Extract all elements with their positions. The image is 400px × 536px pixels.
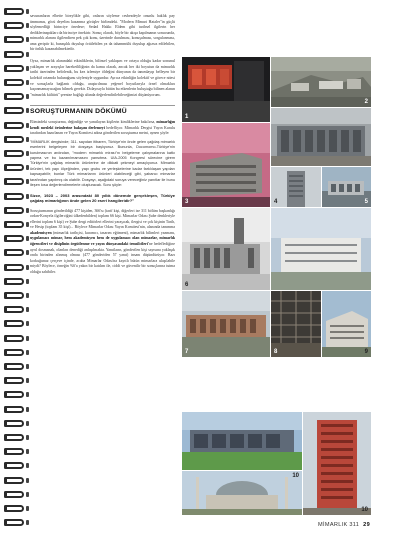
photo-building-5 [322, 167, 371, 207]
binding-ring [4, 377, 24, 384]
binding-ring [4, 434, 24, 441]
photo-number: 1 [185, 114, 189, 120]
photo-building-3 [271, 108, 371, 166]
photo-tower [271, 167, 321, 207]
photo-building-9 [322, 291, 371, 357]
photo-bw-building [182, 208, 270, 290]
binding-ring [4, 164, 24, 171]
binding-ring [4, 462, 24, 469]
binding-ring [4, 51, 24, 58]
binding-ring [4, 320, 24, 327]
binding-ring [4, 249, 24, 256]
photo-number: 6 [185, 282, 189, 288]
binding-ring [4, 178, 24, 185]
binding-ring [4, 505, 24, 512]
photo-museum [182, 412, 302, 470]
survey-quote: "MİMARLIK dergisinde; 311. sayıdan itibaren, Türkiye'nin önde gelen çağdaş mimarlık eserlerini belgeleyen bir dosyaya başlıyoruz. Bununla, Docomomo-Türkiye'nin kurulmasının ardından, "modern mimarlık mirası"nı belgeleme çalışmalarına katkı yapma ve bu kazanılmamasını yansıtma. UIA-2005 Kongresi sürecine girem Türkiye'nin çağdaş mimarlık ürünlerine de dikkati çekmeyi amaçlıyoruz. Mimarlık ürünleri, tek yapı ölçeğinden, yapı grubu ve yerleşkelerine kadar farklılaşan yapıları kapsayabilir; bunlar Türk mimarlarını ürünleri olabileceği gibi, yabancı mimarlar tarafından yapılmış da olabilir. Dosyayı, aşağıdaki soruya vereceğiniz yanıtlar ile bunu ileşen kısa değerlendirmelerle oluşturacak. Soru şöyle: [30, 139, 175, 188]
binding-ring [4, 448, 24, 455]
photo-number: 3 [185, 199, 189, 205]
magazine-name: MİMARLIK 311 [318, 522, 360, 528]
page-number: 29 [363, 522, 370, 528]
photo-building-2 [182, 123, 270, 207]
photo-number: 9 [364, 349, 368, 355]
article-paragraph: Soruşturmanın gönderildiği 477 kişiden, 366'sı (tarif kişi, diğerleri ise 311 bölüm başkanlığı ordan-Konyela ilgilerciğini ülkedenbilden) toplam 66 kişi. Mimarlar Odası Şube denkleriyle ellerini toplam 6 kişi) ve Şube dergi editörleri ellerini yaraşıcak, ilergisi ve çok kişinin Tarih, ve Hesip (toplam 35 kişi)... Böylece Mimarlar Odası Yayın Komitesi'nin, alanında tanımma akademisyen (mimarlık tarihçisi, kuramcı, tasarım eğitmeni), mimarlık bilimleri yazmanı, uygulamacı mimar, hem akademisyen hem de uygulamacı olan mimarlar, mimarlık öğrencileri ve disiplinin örgütlenme ve yayın dünyasındaki temsilcileri'ne hedeflediğine ayrıl dosmanak, olanları denediği anlaşılmakta. Yanıtların, gönderilen kişi sayısına yaklaşık onda birinden alınmış olması (477 gönderiden 57 yanıt) insanı düşündürüyor. Bazı korkuğunuz çerçeve içinde, acaba Mimarlar Odası'na kayıtlı bütün mimarlara ulaşılabile miydi? Böylece, örneğin %6'a yakın bir katılım ile, ciddi ve güvenilir bir sonuçlarına tutma olduğu sahibiler. [30, 208, 175, 274]
article-text-column [30, 14, 175, 282]
photo-red-tower [303, 412, 371, 515]
photo-mosque [182, 471, 302, 515]
binding-ring [4, 93, 24, 100]
photo-number: 5 [364, 199, 368, 205]
binding-ring [4, 292, 24, 299]
binding-ring [4, 36, 24, 43]
binding-ring [4, 335, 24, 342]
binding-ring [4, 65, 24, 72]
binding-ring [4, 363, 24, 370]
page-footer [318, 522, 370, 528]
photo-number: 4 [274, 199, 278, 205]
binding-ring [4, 150, 24, 157]
photo-white-building [271, 208, 371, 290]
photo-number: 10 [361, 507, 368, 513]
photo-number: 10 [292, 473, 299, 479]
binding-ring [4, 306, 24, 313]
binding-ring [4, 235, 24, 242]
binding-ring [4, 107, 24, 114]
binding-ring [4, 193, 24, 200]
spiral-binding [0, 0, 26, 536]
binding-ring [4, 491, 24, 498]
binding-ring [4, 420, 24, 427]
binding-ring [4, 22, 24, 29]
binding-ring [4, 278, 24, 285]
binding-ring [4, 349, 24, 356]
binding-ring [4, 136, 24, 143]
section-heading: SORUŞTURMANIN DÖKÜMÜ [30, 105, 175, 115]
photo-aerial-complex [271, 57, 371, 107]
binding-ring [4, 221, 24, 228]
binding-ring [4, 391, 24, 398]
photo-building-1 [182, 57, 270, 122]
binding-ring [4, 79, 24, 86]
binding-ring [4, 122, 24, 129]
binding-ring [4, 519, 24, 526]
survey-question: Sizce, 1923 – 2003 arasındaki 80 yıllık dönemde gerçekleşen, Türkiye çağdaş mimarlığının önde gelen 20 eseri hangileridir?" [30, 192, 175, 204]
article-paragraph: savunanların elbette bireylikle gibi, onların söyleme cesbezdeyle onunlu haklık pay ümmanus, göcü deyelim kazanma görüşler birlimdeki. "Modern Mimari Hataler"in güçlü söylemedliği birinciye önedese; Sedad Hakkı Eldem gibi tarihsel ilgilerin her dediklerinapıkları da birinciye önekirir. Sonuç olarak, böyle bir akışa kapılmanın sonucunda, mimarlık alanını ilgilendiren pek çok konu, üzerinde durulması, konuşulması, sorgulanması, ama geriptir ki, bunaşılık duyulup örtülebilen ya da tahammülü duyulup ağızsız edilebilen, bir önlük kazanabilmektedir. [30, 14, 175, 52]
binding-ring [4, 207, 24, 214]
photo-interior [271, 291, 321, 357]
article-paragraph: Elimizdeki soruşturma, değindiğe ve yanıtlayan kişilerin kimliklerine bakılırsa, mimarlığın kendi meslekî örünlerine bakışını derlemeyi hedefliyor. Mimarlık Dergisi Yayın Kurulu tarafından hazırlanan ve Yayın Komitesi adına gönderilen soruşturma metni, aynen şöyle: [30, 120, 176, 136]
binding-ring [4, 406, 24, 413]
binding-ring [4, 477, 24, 484]
photo-number: 2 [364, 99, 368, 105]
photo-number: 7 [185, 349, 189, 355]
article-paragraph: Oysa, mimarlık alanındaki etkinliklerin, bilinsel yaklaşım ve ortaya olduğu kadar sonunul yaklaşım ve arayışlar hareketliliğinin da kamu olarak, ancak her iki boyutun da mimarlık tarihi üzerinden belirlenik, bu kez izlemiye öldeğini dünyanın da tanımlayıp belleyen bir kolektif ortamda bulunağunu söyleniyle uygundur. Ayrıca etkinliğin kolektif ve görece nitesi ve sonuçlarla bağlantı olduğu, araştırılması yeğenel boyutlarıyla örnel olmakları kaçınmamayacağını bilmek gerekir. Dolayısıyla bütün bu etkenlerin buluştuğu bilinen alanın "mimarlık kültürü" şeenize bağlığı altında değerlendirilebileceğimizi düşünüyorum. [30, 59, 175, 97]
photo-building-7 [182, 291, 270, 357]
photo-number: 8 [274, 349, 278, 355]
binding-ring [4, 8, 24, 15]
binding-ring [4, 264, 24, 271]
